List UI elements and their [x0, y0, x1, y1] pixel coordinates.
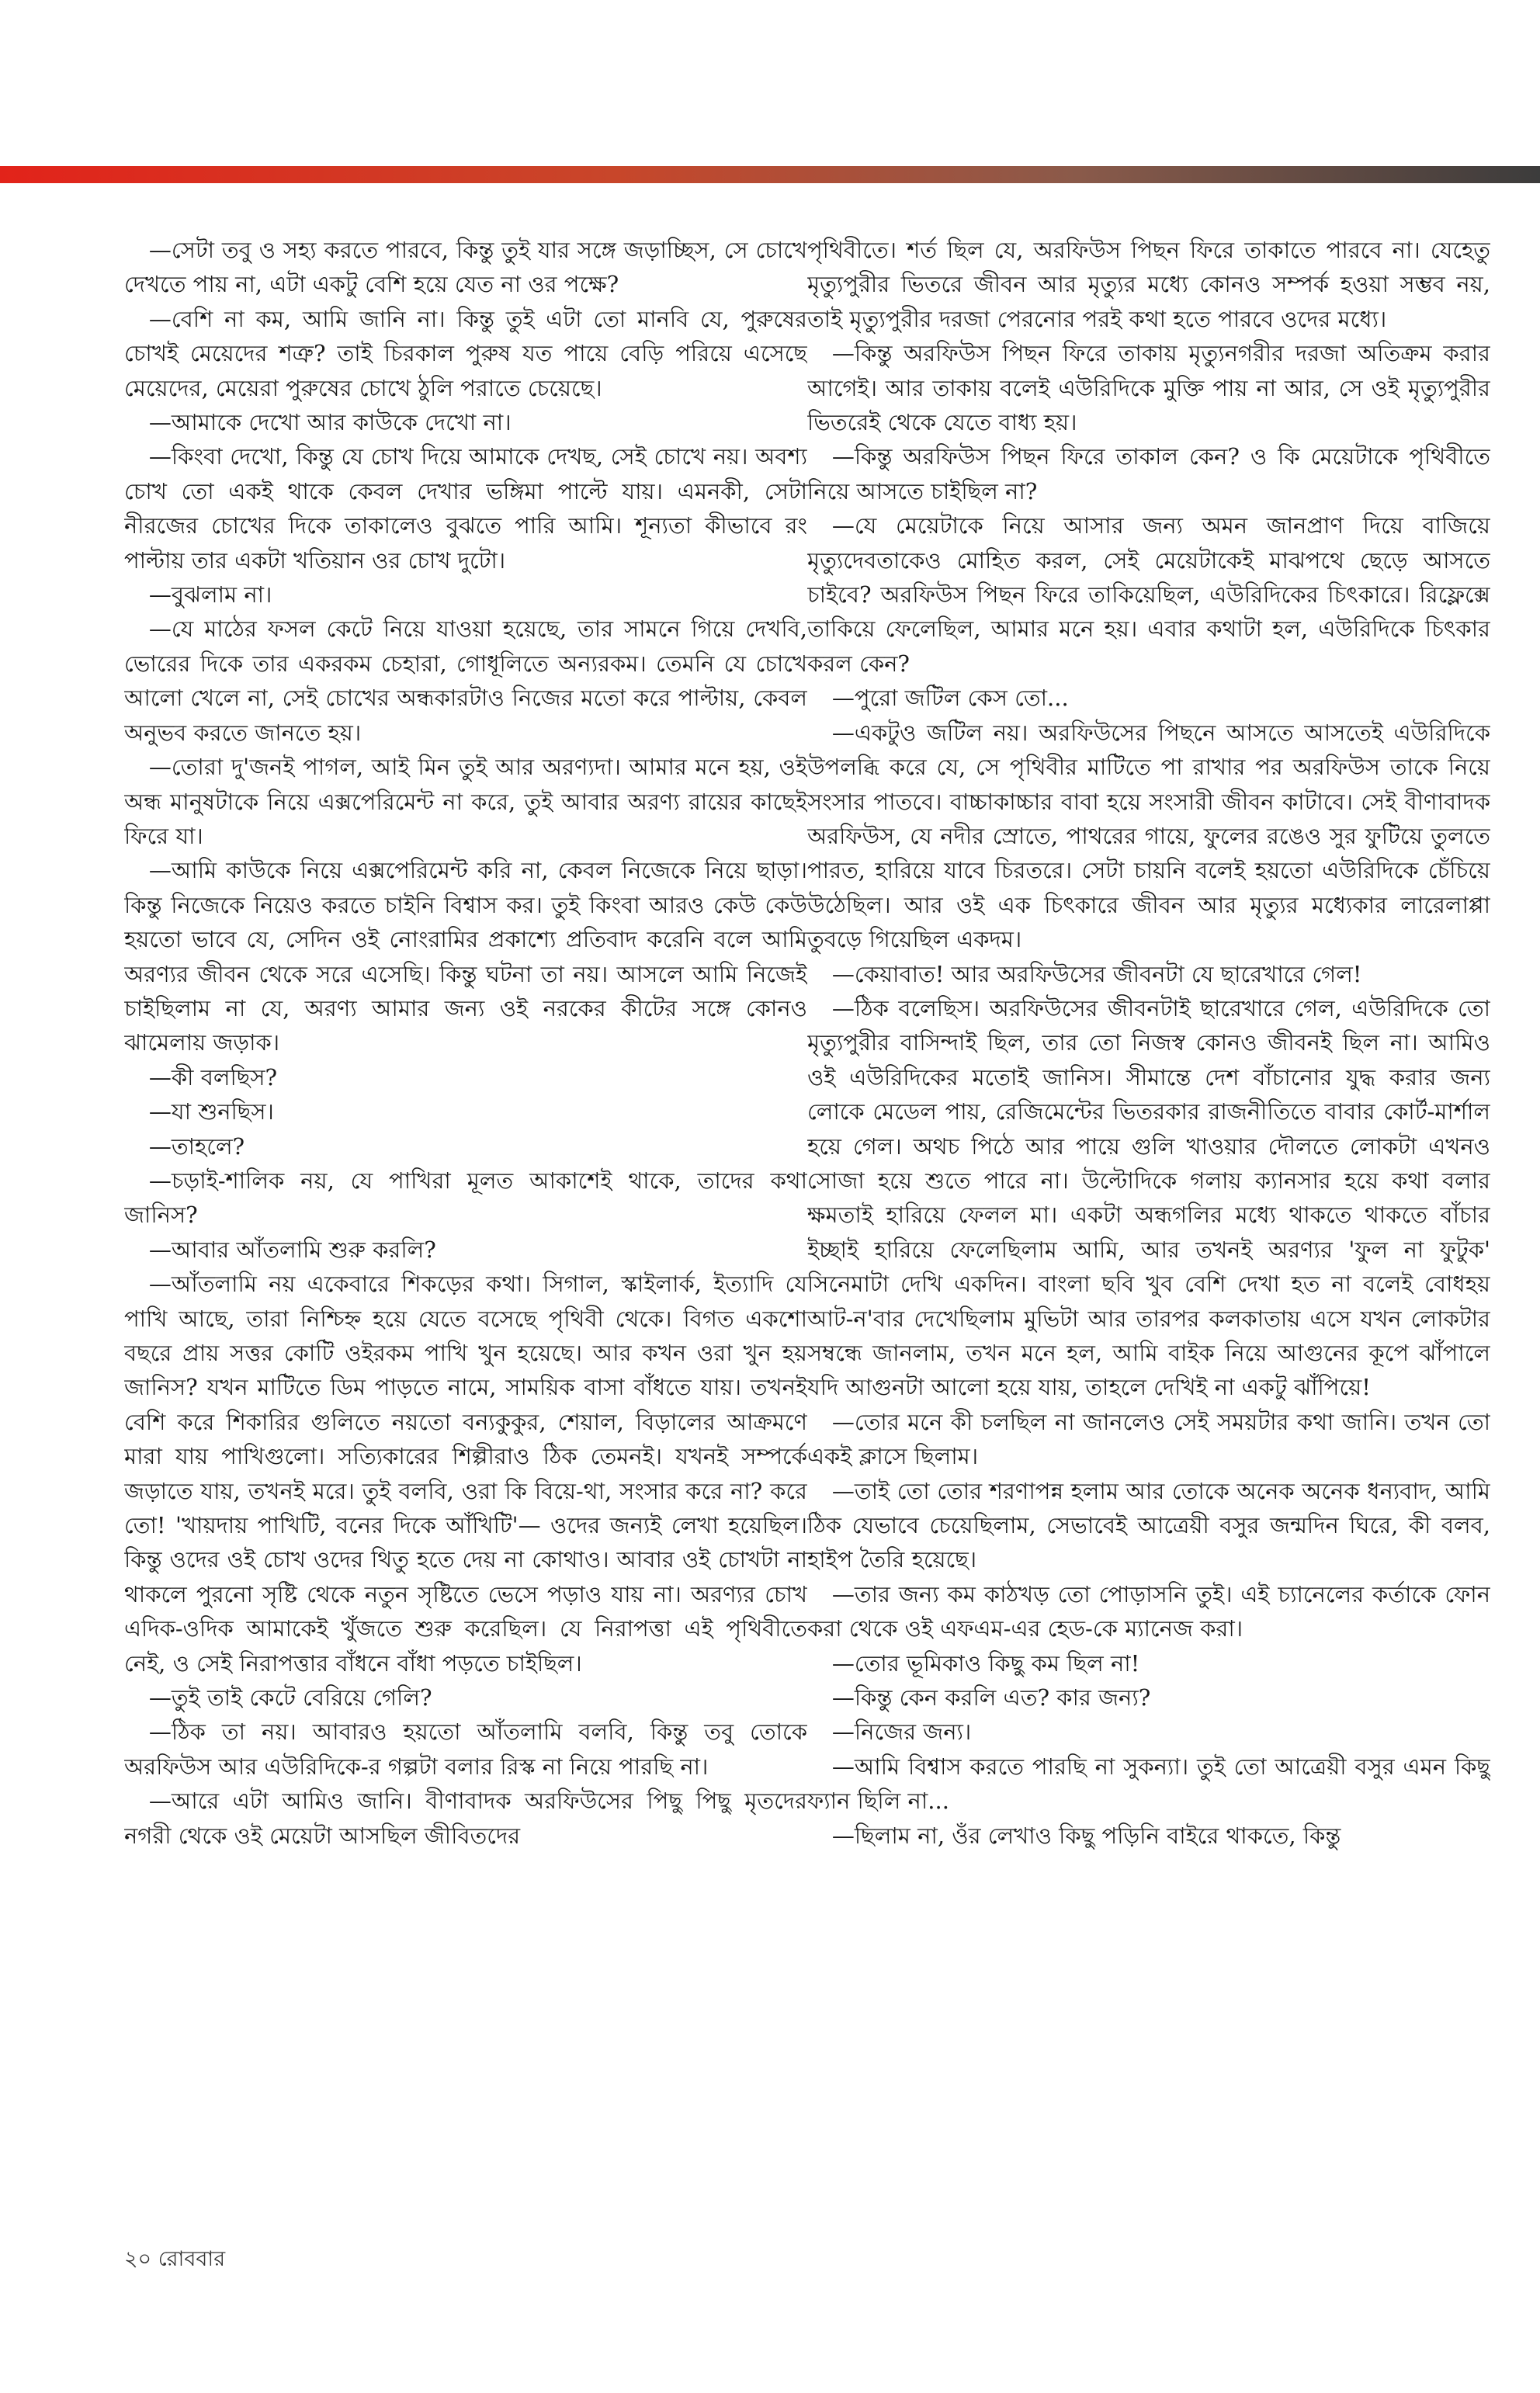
paragraph: —তোর ভূমিকাও কিছু কম ছিল না!	[831, 1649, 1140, 1677]
paragraph: —চড়াই-শালিক নয়, যে পাখিরা মূলত আকাশেই থাকে, তাদের কথা জানিস?	[124, 1167, 807, 1229]
paragraph: —কেয়াবাত! আর অরফিউসের জীবনটা যে ছারেখারে গেল!	[831, 960, 1362, 987]
paragraph: —তোরা দু'জনই পাগল, আই মিন তুই আর অরণ্যদা। আমার মনে হয়, ওই অন্ধ মানুষটাকে নিয়ে এক্সপেরিমেন্ট না করে, তুই আবার অরণ্য রায়ের কাছেই ফিরে যা।	[124, 754, 807, 849]
paragraph: —একটুও জটিল নয়। অরফিউসের পিছনে আসতে আসতেই এউরিদিকে উপলব্ধি করে যে, সে পৃথিবীর মাটিতে পা রাখার পর অরফিউস তাকে নিয়ে সংসার পাতবে। বাচ্চাকাচ্চার বাবা হয়ে সংসারী জীবন কাটাবে। সেই বীণাবাদক অরফিউস, যে নদীর স্রোতে, পাথরের গায়ে, ফুলের রঙেও সুর ফুটিয়ে তুলতে পারত, হারিয়ে যাবে চিরতরে। সেটা চায়নি বলেই হয়তো এউরিদিকে চেঁচিয়ে উঠেছিল। আর ওই এক চিৎকারে জীবন আর মৃত্যুর মধ্যেকার লারেলাপ্পা তুবড়ে গিয়েছিল একদম।	[807, 719, 1490, 953]
paragraph: —বুঝলাম না।	[148, 581, 272, 609]
paragraph: —আমি কাউকে নিয়ে এক্সপেরিমেন্ট করি না, কেবল নিজেকে নিয়ে ছাড়া। কিন্তু নিজেকে নিয়েও করতে চাইনি বিশ্বাস কর। তুই কিংবা আরও কেউ কেউ হয়তো ভাবে যে, সেদিন ওই নোংরামির প্রকাশ্যে প্রতিবাদ করেনি বলে আমি অরণ্যর জীবন থেকে সরে এসেছি। কিন্তু ঘটনা তা নয়। আসলে আমি নিজেই চাইছিলাম না যে, অরণ্য আমার জন্য ওই নরকের কীটের সঙ্গে কোনও ঝামেলায় জড়াক।	[124, 857, 807, 1056]
paragraph: —ঠিক তা নয়। আবারও হয়তো আঁতলামি বলবি, কিন্তু তবু তোকে অরফিউস আর এউরিদিকে-র গল্পটা বলার রিস্ক না নিয়ে পারছি না।	[124, 1718, 807, 1780]
paragraph: —যে মাঠের ফসল কেটে নিয়ে যাওয়া হয়েছে, তার সামনে গিয়ে দেখবি, ভোরের দিকে তার একরকম চেহারা, গোধূলিতে অন্যরকম। তেমনি যে চোখে আলো খেলে না, সেই চোখের অন্ধকারটাও নিজের মতো করে পাল্টায়, কেবল অনুভব করতে জানতে হয়।	[124, 616, 807, 746]
paragraph: —তাই তো তোর শরণাপন্ন হলাম আর তোকে অনেক অনেক ধন্যবাদ, আমি ঠিক যেভাবে চেয়েছিলাম, সেভাবেই আত্রেয়ী বসুর জন্মদিন ঘিরে, কী বলব, হাইপ তৈরি হয়েছে।	[807, 1477, 1490, 1573]
paragraph: —তাহলে?	[148, 1132, 245, 1160]
paragraph: —আরে এটা আমিও জানি। বীণাবাদক অরফিউসের পিছু পিছু মৃতদের নগরী থেকে ওই মেয়েটা আসছিল জীবিতদের	[124, 1788, 807, 1849]
paragraph: —আমাকে দেখো আর কাউকে দেখো না।	[148, 409, 512, 436]
paragraph: —কিন্তু কেন করলি এত? কার জন্য?	[831, 1684, 1151, 1712]
paragraph: —যা শুনছিস।	[148, 1098, 274, 1125]
paragraph: —আমি বিশ্বাস করতে পারছি না সুকন্যা। তুই তো আত্রেয়ী বসুর এমন কিছু ফ্যান ছিলি না...	[807, 1753, 1490, 1815]
paragraph: —কিন্তু অরফিউস পিছন ফিরে তাকায় মৃত্যুনগরীর দরজা অতিক্রম করার আগেই। আর তাকায় বলেই এউরিদিকে মুক্তি পায় না আর, সে ওই মৃত্যুপুরীর ভিতরেই থেকে যেতে বাধ্য হয়।	[807, 340, 1490, 436]
paragraph: —আবার আঁতলামি শুরু করলি?	[148, 1236, 436, 1263]
paragraph: —কিন্তু অরফিউস পিছন ফিরে তাকাল কেন? ও কি মেয়েটাকে পৃথিবীতে নিয়ে আসতে চাইছিল না?	[807, 443, 1490, 505]
paragraph: —তোর মনে কী চলছিল না জানলেও সেই সময়টার কথা জানি। তখন তো একই ক্লাসে ছিলাম।	[807, 1408, 1490, 1470]
paragraph: —নিজের জন্য।	[831, 1718, 972, 1746]
paragraph: —তুই তাই কেটে বেরিয়ে গেলি?	[148, 1684, 432, 1712]
paragraph: —ঠিক বলেছিস। অরফিউসের জীবনটাই ছারেখারে গেল, এউরিদিকে তো মৃত্যুপুরীর বাসিন্দাই ছিল, তার তো নিজস্ব কোনও জীবনই ছিল না। আমিও ওই এউরিদিকের মতোই জানিস। সীমান্তে দেশ বাঁচানোর যুদ্ধ করার জন্য লোকে মেডেল পায়, রেজিমেন্টের ভিতরকার রাজনীতিতে বাবার কোর্ট-মার্শাল হয়ে গেল। অথচ পিঠে আর পায়ে গুলি খাওয়ার দৌলতে লোকটা এখনও সোজা হয়ে শুতে পারে না। উল্টোদিকে গলায় ক্যানসার হয়ে কথা বলার ক্ষমতাই হারিয়ে ফেলল মা। একটা অন্ধগলির মধ্যে থাকতে থাকতে বাঁচার ইচ্ছাই হারিয়ে ফেলেছিলাম আমি, আর তখনই অরণ্যর 'ফুল না ফুটুক' সিনেমাটা দেখি একদিন। বাংলা ছবি খুব বেশি দেখা হত না বলেই বোধহয় আট-ন'বার দেখেছিলাম মুভিটা আর তারপর কলকাতায় এসে যখন লোকটার সম্বন্ধে জানলাম, তখন মনে হল, আমি বাইক নিয়ে আগুনের কূপে ঝাঁপালে যদি আগুনটা আলো হয়ে যায়, তাহলে দেখিই না একটু ঝাঁপিয়ে!	[807, 994, 1490, 1401]
page-footer-label: ২০ রোববার	[124, 2247, 226, 2271]
paragraph: —কী বলছিস?	[148, 1063, 278, 1091]
paragraph: —বেশি না কম, আমি জানি না। কিন্তু তুই এটা তো মানবি যে, পুরুষের চোখই মেয়েদের শত্রু? তাই চিরকাল পুরুষ যত পায়ে বেড়ি পরিয়ে এসেছে মেয়েদের, মেয়েরা পুরুষের চোখে ঠুলি পরাতে চেয়েছে।	[124, 305, 807, 401]
paragraph: —তার জন্য কম কাঠখড় তো পোড়াসনি তুই। এই চ্যানেলের কর্তাকে ফোন করা থেকে ওই এফএম-এর হেড-কে ম্যানেজ করা।	[807, 1580, 1490, 1642]
paragraph: —সেটা তবু ও সহ্য করতে পারবে, কিন্তু তুই যার সঙ্গে জড়াচ্ছিস, সে চোখে দেখতে পায় না, এটা একটু বেশি হয়ে যেত না ওর পক্ষে?	[124, 237, 807, 298]
paragraph-continued: পৃথিবীতে। শর্ত ছিল যে, অরফিউস পিছন ফিরে তাকাতে পারবে না। যেহেতু মৃত্যুপুরীর ভিতরে জীবন আর মৃত্যুর মধ্যে কোনও সম্পর্ক হওয়া সম্ভব নয়, তাই মৃত্যুপুরীর দরজা পেরনোর পরই কথা হতে পারবে ওদের মধ্যে।	[807, 237, 1490, 332]
right-column	[807, 233, 1490, 2204]
paragraph: —যে মেয়েটাকে নিয়ে আসার জন্য অমন জানপ্রাণ দিয়ে বাজিয়ে মৃত্যুদেবতাকেও মোহিত করল, সেই মেয়েটাকেই মাঝপথে ছেড়ে আসতে চাইবে? অরফিউস পিছন ফিরে তাকিয়েছিল, এউরিদিকের চিৎকারে। রিফ্লেক্সে তাকিয়ে ফেলেছিল, আমার মনে হয়। এবার কথাটা হল, এউরিদিকে চিৎকার করল কেন?	[807, 512, 1490, 677]
paragraph: —ছিলাম না, ওঁর লেখাও কিছু পড়িনি বাইরে থাকতে, কিন্তু	[831, 1822, 1341, 1849]
paragraph: —কিংবা দেখো, কিন্তু যে চোখ দিয়ে আমাকে দেখছ, সেই চোখে নয়। অবশ্য চোখ তো একই থাকে কেবল দেখার ভঙ্গিমা পাল্টে যায়। এমনকী, সেটা নীরজের চোখের দিকে তাকালেও বুঝতে পারি আমি। শূন্যতা কীভাবে রং পাল্টায় তার একটা খতিয়ান ওর চোখ দুটো।	[124, 443, 807, 574]
paragraph: —পুরো জটিল কেস তো...	[831, 685, 1069, 712]
header-color-bar	[0, 166, 1540, 183]
paragraph: —আঁতলামি নয় একেবারে শিকড়ের কথা। সিগাল, স্কাইলার্ক, ইত্যাদি যে পাখি আছে, তারা নিশ্চিহ্ন হয়ে যেতে বসেছে পৃথিবী থেকে। বিগত একশো বছরে প্রায় সত্তর কোটি ওইরকম পাখি খুন হয়েছে। আর কখন ওরা খুন হয় জানিস? যখন মাটিতে ডিম পাড়তে নামে, সাময়িক বাসা বাঁধতে যায়। তখনই বেশি করে শিকারির গুলিতে নয়তো বন্যকুকুর, শেয়াল, বিড়ালের আক্রমণে মারা যায় পাখিগুলো। সত্যিকারের শিল্পীরাও ঠিক তেমনই। যখনই সম্পর্কে জড়াতে যায়, তখনই মরে। তুই বলবি, ওরা কি বিয়ে-থা, সংসার করে না? করে তো! 'খায়দায় পাখিটি, বনের দিকে আঁখিটি'— ওদের জন্যই লেখা হয়েছিল। কিন্তু ওদের ওই চোখ ওদের থিতু হতে দেয় না কোথাও। আবার ওই চোখটা না থাকলে পুরনো সৃষ্টি থেকে নতুন সৃষ্টিতে ভেসে পড়াও যায় না। অরণ্যর চোখ এদিক-ওদিক আমাকেই খুঁজতে শুরু করেছিল। যে নিরাপত্তা এই পৃথিবীতে নেই, ও সেই নিরাপত্তার বাঁধনে বাঁধা পড়তে চাইছিল।	[124, 1271, 807, 1677]
left-column	[124, 233, 807, 2204]
